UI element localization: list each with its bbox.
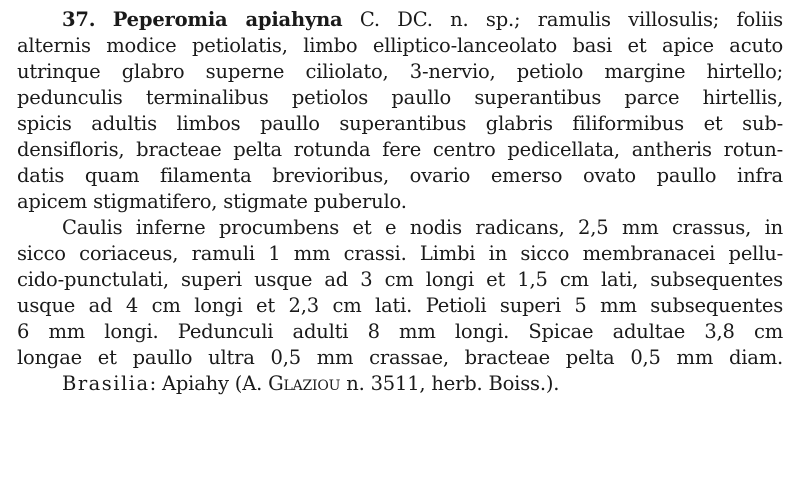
diagnosis-line: densifloris, bracteae pelta rotunda fere centro pedicellata, antheris rotun- xyxy=(17,138,783,161)
locality-country: Brasilia xyxy=(62,372,150,395)
diagnosis-start: C. DC. n. sp.; ramulis villosulis; foliis xyxy=(342,8,783,31)
description-line: longae et paullo ultra 0,5 mm crassae, bracteae pelta 0,5 mm diam. xyxy=(17,346,783,369)
description-line: usque ad 4 cm longi et 2,3 cm lati. Petioli superi 5 mm subsequentes xyxy=(17,294,783,317)
description-line: sicco coriaceus, ramuli 1 mm crassi. Limbi in sicco membranacei pellu- xyxy=(17,242,783,265)
species-header-line xyxy=(17,7,783,33)
diagnosis-line: apicem stigmatifero, stigmate puberulo. xyxy=(17,190,407,213)
description-first-line: Caulis inferne procumbens et e nodis radicans, 2,5 mm crassus, in xyxy=(62,216,783,239)
diagnosis-line: utrinque glabro superne ciliolato, 3-nervio, petiolo margine hirtello; xyxy=(17,60,783,83)
diagnosis-line: spicis adultis limbos paullo superantibus glabris filiformibus et sub- xyxy=(17,112,783,135)
description-line: 6 mm longi. Pedunculi adulti 8 mm longi. Spicae adultae 3,8 cm xyxy=(17,320,783,343)
locality-place: : Apiahy (A. xyxy=(149,372,269,395)
species-name: Peperomia apiahyna xyxy=(112,8,343,31)
diagnosis-line: datis quam filamenta brevioribus, ovario emerso ovato paullo infra xyxy=(17,164,783,187)
collector-name: Glaziou xyxy=(268,372,341,395)
description-line: cido-punctulati, superi usque ad 3 cm longi et 1,5 cm lati, subsequentes xyxy=(17,268,783,291)
locality-line xyxy=(62,371,783,397)
diagnosis-line: alternis modice petiolatis, limbo elliptico-lanceolato basi et apice acuto xyxy=(17,34,783,57)
species-number: 37. xyxy=(62,8,96,31)
specimen-reference: n. 3511, herb. Boiss.). xyxy=(340,372,560,395)
diagnosis-line: pedunculis terminalibus petiolos paullo superantibus parce hirtellis, xyxy=(17,86,783,109)
